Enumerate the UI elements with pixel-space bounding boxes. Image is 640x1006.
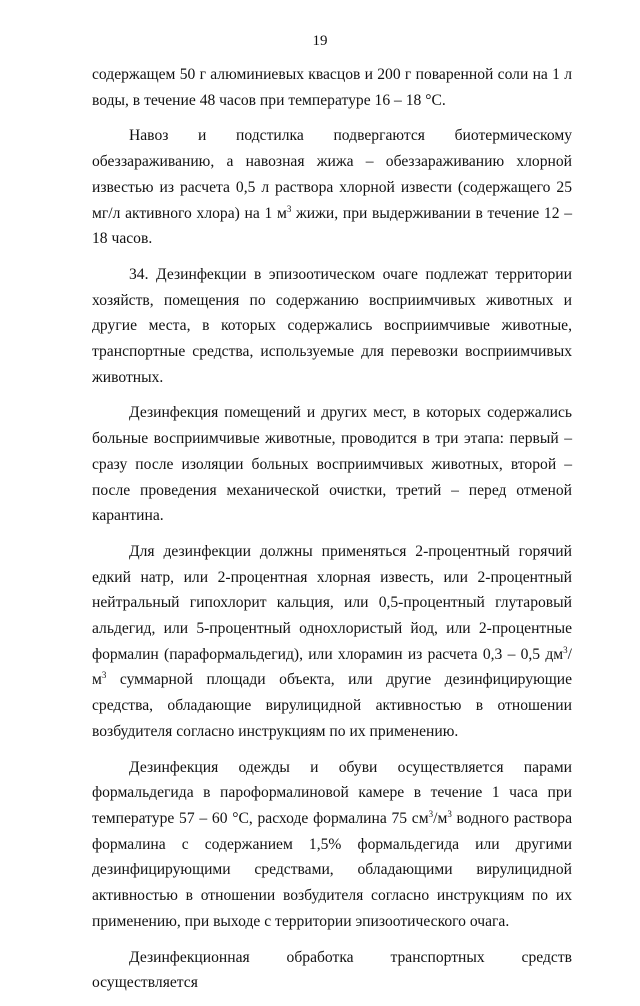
superscript: 3 xyxy=(286,203,292,214)
text-segment: /м xyxy=(92,645,572,689)
superscript: 3 xyxy=(563,644,568,655)
paragraph-clothing-disinfection xyxy=(92,755,572,935)
text-segment: Дезинфекция одежды и обуви осуществляется парами формальдегида в пароформалиновой камере в течение 1 часа при температуре 57 – 60 °С, расходе формалина 75 см xyxy=(92,758,572,827)
paragraph-continuation xyxy=(92,62,572,113)
paragraph-item-34 xyxy=(92,262,572,391)
text-segment: Навоз и подстилка подвергаются биотермическому обеззараживанию, а навозная жижа – обеззараживанию хлорной известью из расчета 0,5 л раствора хлорной извести (содержащего 25 мг/л активного хлора) на 1 м xyxy=(92,127,572,222)
superscript: 3 xyxy=(428,808,434,819)
text-segment: водного раствора формалина с содержанием 1,5% формальдегида или другими дезинфицирующими средствами, обладающими вирулицидной активностью в отношении возбудителя согласно инструкциям по их применению, при выходе с территории эпизоотического очага. xyxy=(92,809,572,930)
text-segment: содержащем 50 г алюминиевых квасцов и 200 г поваренной соли на 1 л воды, в течение 48 часов при температуре 16 – 18 °С. xyxy=(92,66,572,109)
text-segment: Дезинфекционная обработка транспортных средств осуществляется xyxy=(92,948,572,992)
page-number: 19 xyxy=(312,33,328,49)
text-segment: жижи, при выдерживании в течение 12 – 18 часов. xyxy=(92,204,572,248)
body-text xyxy=(92,62,572,1006)
superscript: 3 xyxy=(101,670,107,681)
text-segment: /м xyxy=(433,809,448,827)
text-segment: суммарной площади объекта, или другие дезинфицирующие средства, обладающие вирулицидной активностью в отношении возбудителя согласно инструкциям по их применению. xyxy=(92,671,572,740)
paragraph-transport xyxy=(92,945,572,996)
text-segment: Дезинфекция помещений и других мест, в которых содержались больные восприимчивые животные, проводится в три этапа: первый – сразу после изоляции больных восприимчивых животных, второй – после проведения механической очистки, третий – перед отменой карантина. xyxy=(92,404,572,525)
text-segment: 34. Дезинфекции в эпизоотическом очаге подлежат территории хозяйств, помещения по содержанию восприимчивых животных и другие места, в которых содержались восприимчивые животные, транспортные средства, используемые для перевозки восприимчивых животных. xyxy=(92,265,572,386)
superscript: 3 xyxy=(447,808,452,819)
paragraph-manure-disinfection xyxy=(92,123,572,252)
paragraph-disinfectants xyxy=(92,539,572,745)
paragraph-three-stages xyxy=(92,400,572,529)
text-segment: Для дезинфекции должны применяться 2-процентный горячий едкий натр, или 2-процентная хлорная известь, или 2-процентный нейтральный гипохлорит кальция, или 0,5-процентный глутаровый альдегид, или 5-процентный однохлористый йод, или 2-процентные формалин (параформальдегид), или хлорамин из расчета 0,3 – 0,5 дм xyxy=(92,542,572,663)
